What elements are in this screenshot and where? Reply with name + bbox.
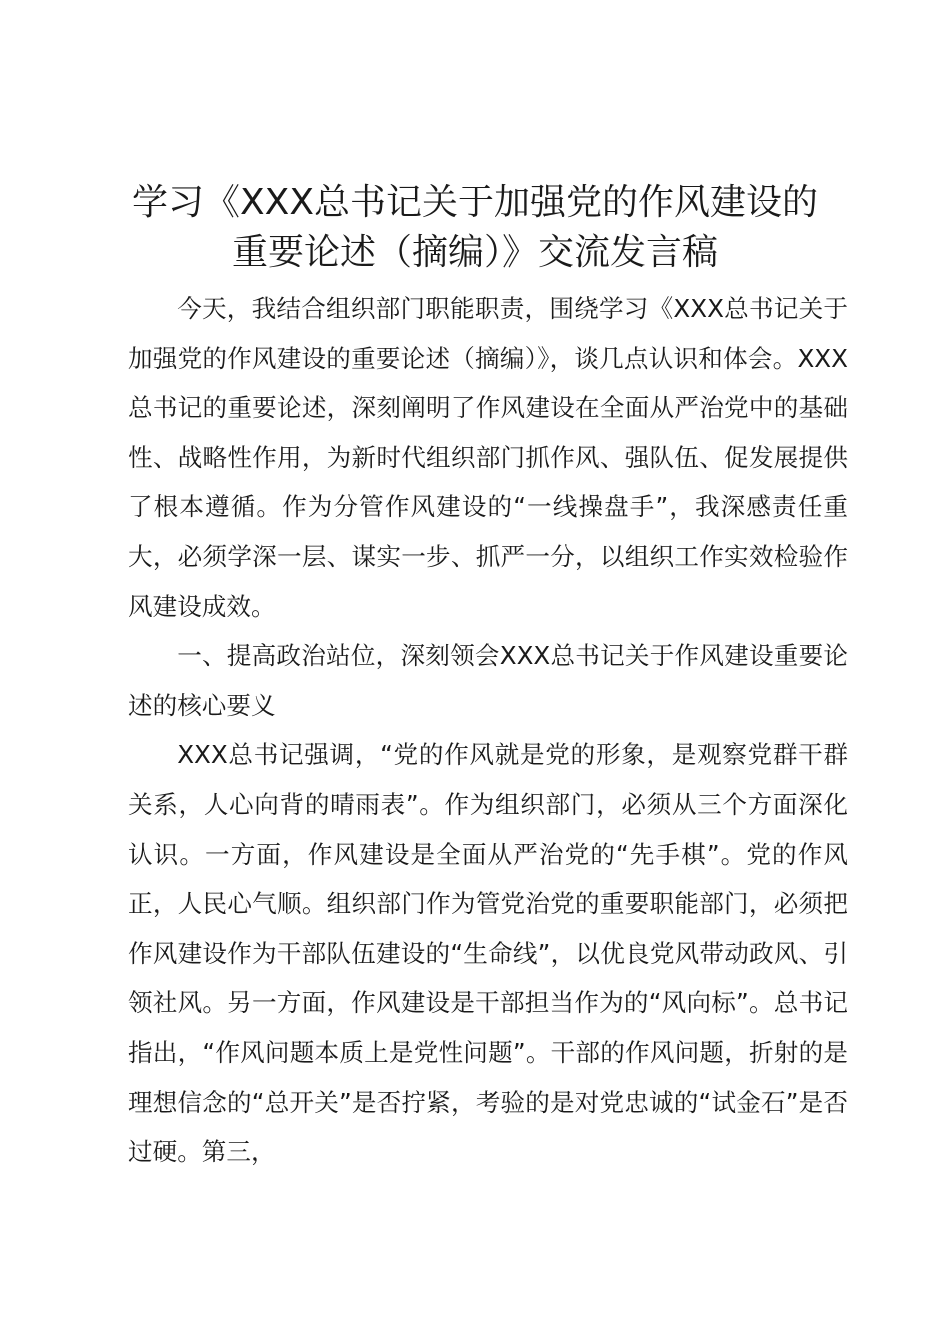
title-line-1: 学习《XXX总书记关于加强党的作风建设的 [132, 182, 818, 223]
title-line-2: 重要论述（摘编）》交流发言稿 [231, 232, 718, 273]
paragraph-section-1: XXX总书记强调，“党的作风就是党的形象，是观察党群干群关系，人心向背的晴雨表”。作为组织部门，必须从三个方面深化认识。一方面，作风建设是全面从严治党的“先手棋”。党的作风正，人民心气顺。组织部门作为管党治党的重要职能部门，必须把作风建设作为干部队伍建设的“生命线”，以优良党风带动政风、引领社风。另一方面，作风建设是干部担当作为的“风向标”。总书记指出，“作风问题本质上是党性问题”。干部的作风问题，折射的是理想信念的“总开关”是否拧紧，考验的是对党忠诚的“试金石”是否过硬。第三， [128, 740, 848, 1167]
paragraph-intro: 今天，我结合组织部门职能职责，围绕学习《XXX总书记关于加强党的作风建设的重要论述（摘编）》，谈几点认识和体会。XXX总书记的重要论述，深刻阐明了作风建设在全面从严治党中的基础性、战略性作用，为新时代组织部门抓作风、强队伍、促发展提供了根本遵循。作为分管作风建设的“一线操盘手”，我深感责任重大，必须学深一层、谋实一步、抓严一分，以组织工作实效检验作风建设成效。 [128, 294, 848, 621]
document-body [128, 284, 848, 1177]
section-heading-1: 一、提高政治站位，深刻领会XXX总书记关于作风建设重要论述的核心要义 [128, 641, 848, 720]
document-title [110, 178, 840, 278]
